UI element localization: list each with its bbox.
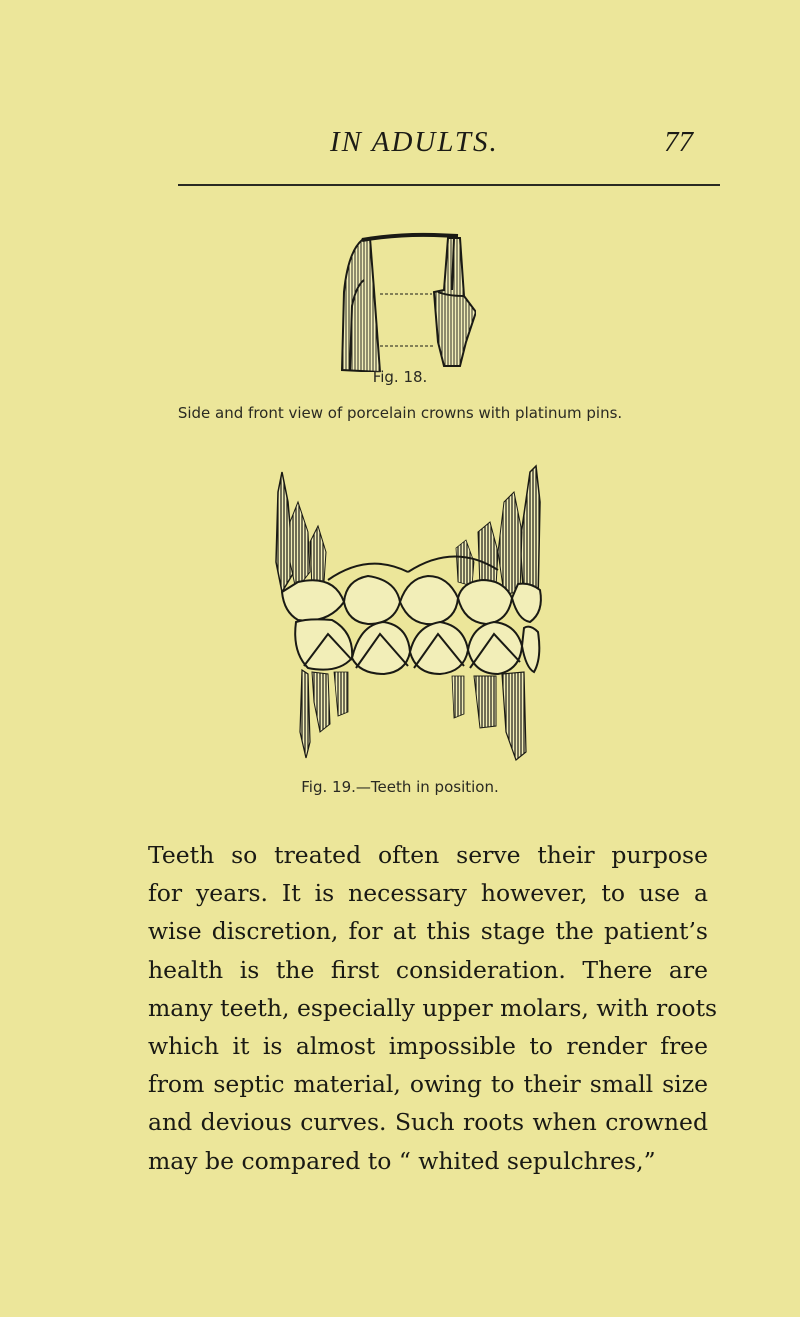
paragraph-line: and devious curves. Such roots when crowned bbox=[148, 1108, 708, 1137]
paragraph-line: wise discretion, for at this stage the patient’s bbox=[148, 917, 708, 946]
fig18-caption: Side and front view of porcelain crowns with platinum pins. bbox=[177, 404, 623, 422]
paragraph-line: many teeth, especially upper molars, with roots bbox=[148, 993, 718, 1022]
paragraph-line: from septic material, owing to their small size bbox=[148, 1070, 708, 1099]
paragraph-line: which it is almost impossible to render free bbox=[148, 1031, 708, 1060]
running-head-title: IN ADULTS. bbox=[330, 126, 499, 158]
fig19-illustration bbox=[268, 462, 558, 762]
page-number: 77 bbox=[664, 126, 693, 158]
body-paragraph bbox=[148, 836, 718, 1180]
paragraph-line: for years. It is necessary however, to use a bbox=[148, 879, 708, 908]
paragraph-line: health is the first consideration. There are bbox=[148, 955, 708, 984]
paragraph-line: may be compared to “ whited sepulchres,” bbox=[148, 1146, 656, 1175]
fig19-caption: Fig. 19.—Teeth in position. bbox=[301, 778, 499, 796]
fig18-label: Fig. 18. bbox=[372, 368, 428, 386]
paragraph-line: Teeth so treated often serve their purpose bbox=[148, 841, 708, 869]
header-rule bbox=[178, 184, 720, 186]
fig18-illustration bbox=[336, 232, 476, 372]
